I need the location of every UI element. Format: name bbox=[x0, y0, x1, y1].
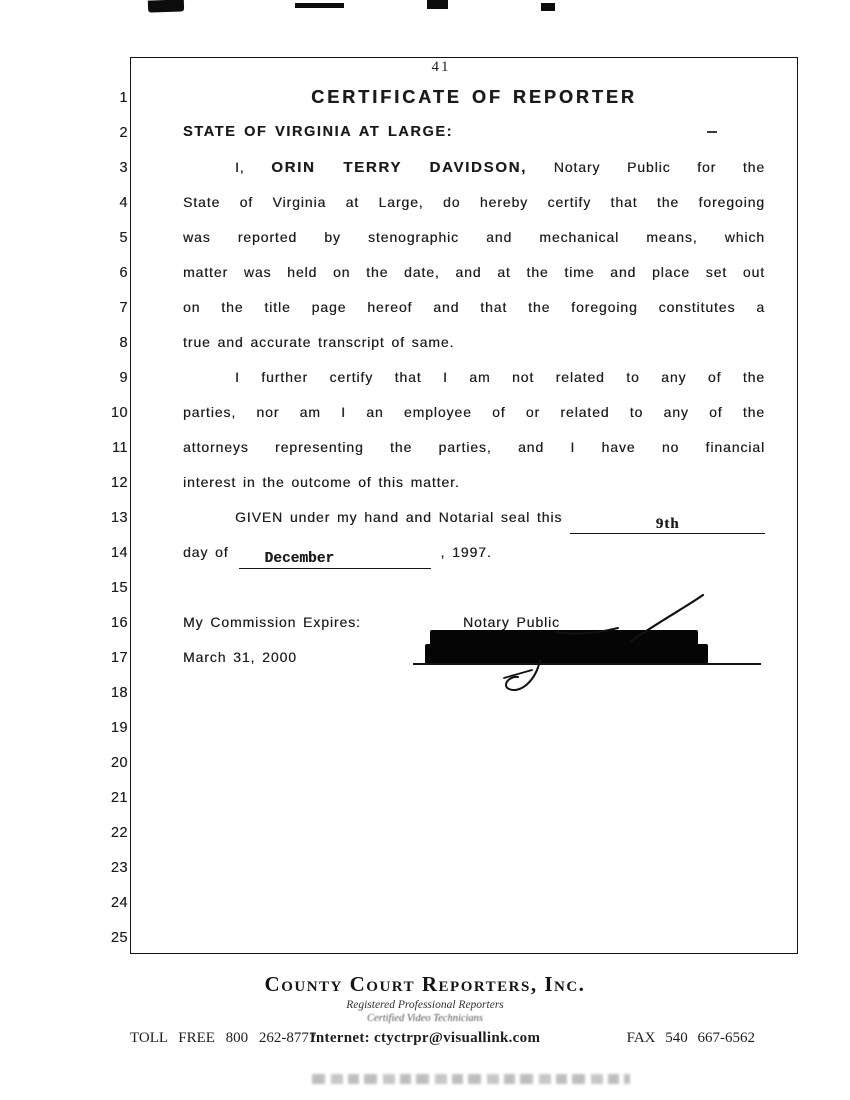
commission-date: March 31, 2000 bbox=[183, 649, 297, 665]
body-line: State of Virginia at Large, do hereby certify that the foregoing bbox=[183, 194, 765, 210]
body-line: I further certify that I am not related to any of the bbox=[235, 369, 765, 385]
line-number: 21 bbox=[110, 789, 128, 806]
fax-number: FAX 540 667-6562 bbox=[626, 1030, 755, 1046]
line-number: 22 bbox=[110, 824, 128, 841]
month-line-text: day of bbox=[183, 544, 229, 560]
state-caption bbox=[183, 115, 765, 150]
body-line: matter was held on the date, and at the time and place set out bbox=[183, 264, 765, 280]
transcript-row bbox=[90, 500, 790, 535]
body-line bbox=[183, 150, 765, 185]
transcript-row bbox=[90, 115, 790, 150]
line-number: 6 bbox=[119, 264, 128, 281]
internet-address: Internet: ctyctrpr@visuallink.com bbox=[309, 1030, 541, 1046]
scan-artifact-dash bbox=[707, 131, 717, 133]
line-number: 8 bbox=[119, 334, 128, 351]
line-number: 13 bbox=[110, 509, 128, 526]
transcript-row bbox=[90, 430, 790, 465]
body-line: true and accurate transcript of same. bbox=[183, 334, 455, 350]
notary-public-label: Notary Public bbox=[463, 614, 560, 630]
transcript-row bbox=[90, 780, 790, 815]
line-number: 24 bbox=[110, 894, 128, 911]
line-number: 23 bbox=[110, 859, 128, 876]
body-line: parties, nor am I an employee of or related to any of the bbox=[183, 404, 765, 420]
transcript-row bbox=[90, 885, 790, 920]
letterhead-contacts bbox=[0, 1030, 850, 1050]
line-number: 17 bbox=[110, 649, 128, 666]
transcript-row bbox=[90, 395, 790, 430]
transcript-row bbox=[90, 850, 790, 885]
transcript-row bbox=[90, 255, 790, 290]
transcript-row bbox=[90, 80, 790, 115]
line-number: 10 bbox=[110, 404, 128, 421]
letterhead-tagline: Registered Professional Reporters bbox=[346, 999, 504, 1011]
page-number: 41 bbox=[431, 59, 451, 75]
line-number: 11 bbox=[111, 439, 128, 456]
body-line-text: Notary Public for the bbox=[553, 159, 766, 175]
line-number: 12 bbox=[110, 474, 128, 491]
line-number: 14 bbox=[110, 544, 128, 561]
transcript-row bbox=[90, 150, 790, 185]
month-line bbox=[183, 535, 765, 570]
transcript-row bbox=[90, 325, 790, 360]
letterhead-tagline: Certified Video Technicians bbox=[366, 1013, 484, 1024]
transcript-row bbox=[90, 185, 790, 220]
body-line: was reported by stenographic and mechanical means, which bbox=[183, 229, 765, 245]
month-blank-underline bbox=[239, 545, 431, 569]
line-number: 18 bbox=[110, 684, 128, 701]
line-number: 25 bbox=[110, 929, 128, 946]
given-line-text: GIVEN under my hand and Notarial seal this bbox=[235, 509, 563, 525]
line-number: 4 bbox=[119, 194, 128, 211]
body-line: attorneys representing the parties, and I have no financial bbox=[183, 439, 765, 455]
transcript-row bbox=[90, 220, 790, 255]
day-fill: 9th bbox=[655, 515, 680, 532]
scan-artifact-smudge bbox=[312, 1074, 630, 1084]
transcript-row bbox=[90, 465, 790, 500]
transcript-row bbox=[90, 920, 790, 955]
line-number: 7 bbox=[119, 299, 128, 316]
line-number: 15 bbox=[110, 579, 128, 596]
line-number: 5 bbox=[119, 229, 128, 246]
transcript-row bbox=[90, 360, 790, 395]
scan-artifact-mark bbox=[148, 0, 184, 13]
signature-pen-strokes bbox=[400, 580, 780, 710]
transcript-row bbox=[90, 535, 790, 570]
body-line: on the title page hereof and that the foregoing constitutes a bbox=[183, 299, 765, 315]
transcript-row bbox=[90, 290, 790, 325]
body-line: interest in the outcome of this matter. bbox=[183, 474, 460, 490]
transcript-row bbox=[90, 745, 790, 780]
line-number: 3 bbox=[119, 159, 128, 176]
given-line bbox=[183, 500, 765, 535]
line-number: 2 bbox=[119, 124, 128, 141]
line-number: 9 bbox=[119, 369, 128, 386]
line-number: 19 bbox=[110, 719, 128, 736]
reporter-name: ORIN TERRY DAVIDSON, bbox=[271, 159, 528, 176]
line-number: 16 bbox=[110, 614, 128, 631]
state-caption-text: STATE OF VIRGINIA AT LARGE: bbox=[183, 124, 454, 140]
toll-free-number: TOLL FREE 800 262-8777 bbox=[130, 1030, 317, 1046]
scan-artifact-mark bbox=[541, 3, 555, 11]
scan-artifact-mark bbox=[427, 0, 448, 9]
letterhead-company-name: County Court Reporters, Inc. bbox=[264, 972, 586, 996]
page-title: CERTIFICATE OF REPORTER bbox=[311, 87, 637, 107]
commission-label: My Commission Expires: bbox=[183, 614, 361, 630]
year-text: , 1997. bbox=[440, 544, 492, 560]
scan-artifact-mark bbox=[295, 3, 344, 8]
transcript-body bbox=[90, 80, 790, 955]
transcript-row bbox=[90, 710, 790, 745]
line-number: 1 bbox=[119, 89, 128, 106]
day-blank-underline bbox=[570, 510, 765, 534]
line-number: 20 bbox=[110, 754, 128, 771]
body-line-text: I, bbox=[235, 159, 245, 175]
month-fill: December bbox=[264, 550, 335, 567]
transcript-row bbox=[90, 815, 790, 850]
